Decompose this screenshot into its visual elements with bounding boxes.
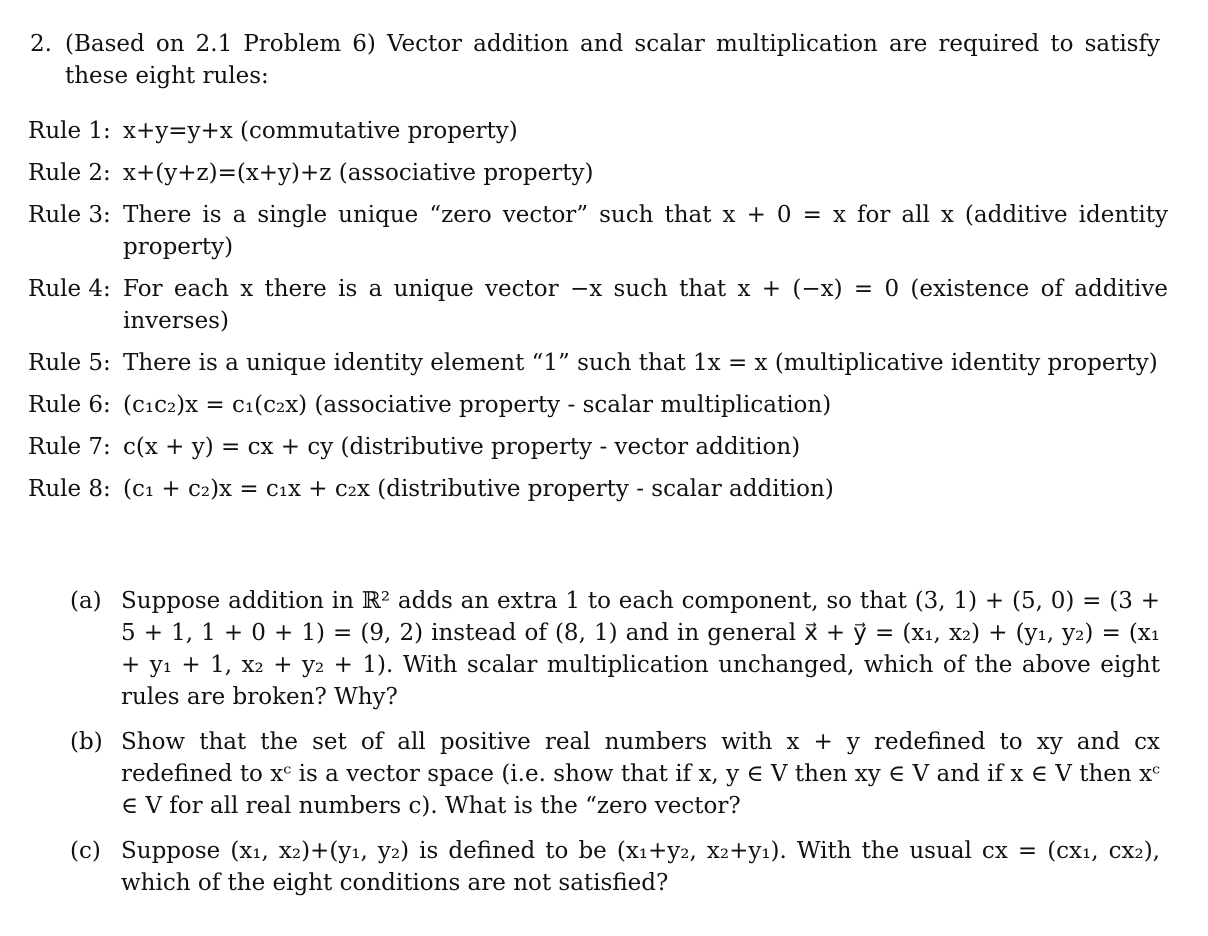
rule-label: Rule 2: bbox=[28, 160, 111, 186]
part-a bbox=[70, 585, 1160, 713]
rule-text: x+y=y+x (commutative property) bbox=[123, 118, 518, 144]
rule-label: Rule 6: bbox=[28, 392, 111, 418]
rule-text: c(x + y) = cx + cy (distributive property - vector addition) bbox=[123, 434, 801, 460]
part-text: Show that the set of all positive real numbers with x + y redefined to xy and cx redefined to xᶜ is a vector space (i.e. show that if x, y ∈ V then xy ∈ V and if x ∈ V then xᶜ ∈ V for all real numbers c). What is the “zero vector? bbox=[121, 729, 1160, 819]
rule-8 bbox=[28, 473, 1168, 505]
problem-number: 2. bbox=[30, 31, 52, 57]
part-label: (a) bbox=[70, 588, 102, 614]
part-text: Suppose addition in ℝ² adds an extra 1 to each component, so that (3, 1) + (5, 0) = (3 + 5 + 1, 1 + 0 + 1) = (9, 2) instead of (8, 1) and in general x⃗ + y⃗ = (x₁, x₂) + (y₁, y₂) = (x₁ + y₁ + 1, x₂ + y₂ + 1). With scalar multiplication unchanged, which of the above eight rules are broken? Why? bbox=[121, 588, 1160, 710]
rule-2 bbox=[28, 157, 1168, 189]
part-c bbox=[70, 835, 1160, 899]
rule-label: Rule 8: bbox=[28, 476, 111, 502]
rule-label: Rule 5: bbox=[28, 350, 111, 376]
rule-4 bbox=[28, 273, 1168, 337]
rule-label: Rule 1: bbox=[28, 118, 111, 144]
rule-text: For each x there is a unique vector −x such that x + (−x) = 0 (existence of additive inverses) bbox=[123, 276, 1168, 334]
part-label: (c) bbox=[70, 838, 101, 864]
part-b bbox=[70, 726, 1160, 822]
rules-list bbox=[28, 115, 1168, 515]
rule-text: There is a unique identity element “1” such that 1x = x (multiplicative identity property) bbox=[123, 350, 1158, 376]
part-label: (b) bbox=[70, 729, 103, 755]
rule-label: Rule 3: bbox=[28, 202, 111, 228]
rule-3 bbox=[28, 199, 1168, 263]
rule-label: Rule 7: bbox=[28, 434, 111, 460]
part-text: Suppose (x₁, x₂)+(y₁, y₂) is defined to be (x₁+y₂, x₂+y₁). With the usual cx = (cx₁, cx₂), which of the eight conditions are not satisfied? bbox=[121, 838, 1160, 896]
sub-questions bbox=[70, 585, 1160, 912]
rule-text: x+(y+z)=(x+y)+z (associative property) bbox=[123, 160, 594, 186]
rule-7 bbox=[28, 431, 1168, 463]
rule-6 bbox=[28, 389, 1168, 421]
rule-text: There is a single unique “zero vector” such that x + 0 = x for all x (additive identity property) bbox=[123, 202, 1168, 260]
previous-text-fragment bbox=[68, 0, 488, 4]
problem-intro: (Based on 2.1 Problem 6) Vector addition and scalar multiplication are required to satisfy these eight rules: bbox=[65, 31, 1160, 89]
rule-1 bbox=[28, 115, 1168, 147]
problem-2 bbox=[30, 28, 1160, 92]
rule-5 bbox=[28, 347, 1168, 379]
rule-text: (c₁c₂)x = c₁(c₂x) (associative property - scalar multiplication) bbox=[123, 392, 832, 418]
rule-label: Rule 4: bbox=[28, 276, 111, 302]
rule-text: (c₁ + c₂)x = c₁x + c₂x (distributive property - scalar addition) bbox=[123, 476, 834, 502]
